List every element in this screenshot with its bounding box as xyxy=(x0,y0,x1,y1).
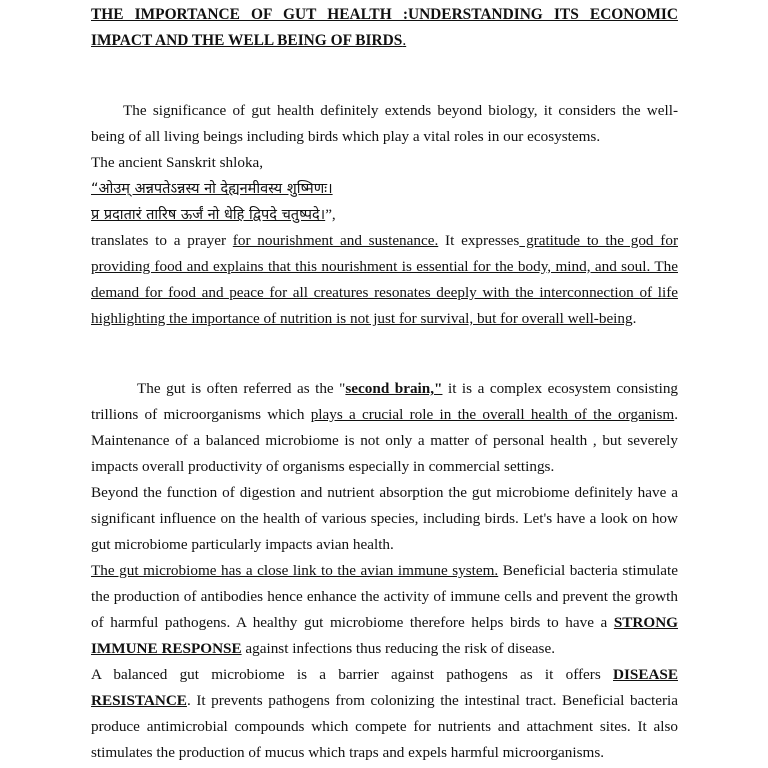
gut-p3-text-a: Beneficial bacteria stimulate the production of antibodies hence enhance the activity of immune cells and prevent the growth of harmful pathogens. A healthy gut microbiome therefore helps birds to have a xyxy=(91,562,678,631)
translation-underlined-1: for nourishment and sustenance. xyxy=(232,232,439,249)
shloka-close: ”, xyxy=(325,206,336,223)
immune-link-underlined: The gut microbiome has a close link to the avian immune system. xyxy=(91,562,499,579)
gut-p1-text-a: The gut is often referred as the " xyxy=(137,380,346,397)
gut-p1-text-b: it is a complex ecosystem consisting trillions of microorganisms which xyxy=(91,380,679,423)
shloka-line-2-text: प्र प्रदातारं तारिष ऊर्जं नो धेहि द्विपदे चतुष्पदे। xyxy=(91,207,326,223)
gut-paragraph-4 xyxy=(91,662,678,766)
gut-p4-text-b: . It prevents pathogens from colonizing the intestinal tract. Beneficial bacteria produce antimicrobial compounds which compete for nutrients and attachment sites. It also stimulates the production of mucus which traps and expels harmful microorganisms. xyxy=(91,692,678,761)
spacer xyxy=(91,332,678,376)
translation-text-a: translates to a prayer xyxy=(91,232,233,249)
spacer xyxy=(91,54,678,98)
translation-end: . xyxy=(632,310,637,327)
title-period: . xyxy=(402,32,407,49)
gut-p1-underlined: plays a crucial role in the overall health of the organism xyxy=(310,406,675,423)
strong-immune-response-term: STRONG IMMUNE RESPONSE xyxy=(91,614,678,657)
disease-resistance-term: DISEASE RESISTANCE xyxy=(91,666,678,709)
translation-underlined-2: gratitude to the god for providing food and explains that this nourishment is essential for the body, mind, and soul. The demand for food and peace for all creatures resonates deeply with the interconnection of life highlighting the importance of nutrition is not just for survival, but for overall well-being xyxy=(91,232,678,327)
translation-text-b: It expresses xyxy=(438,232,520,249)
document-page xyxy=(91,0,678,766)
second-brain-term: second brain," xyxy=(345,380,443,397)
gut-p4-text-a: A balanced gut microbiome is a barrier against pathogens as it offers xyxy=(91,666,613,683)
shloka-line-1: “ओउम् अन्नपतेऽन्नस्य नो देह्यनमीवस्य शुष्मिणः। xyxy=(91,181,333,197)
document-title xyxy=(91,2,678,54)
gut-p1-text-c: . Maintenance of a balanced microbiome is not only a matter of personal health , but severely impacts overall productivity of organisms especially in commercial settings. xyxy=(91,406,678,475)
shloka-line-2 xyxy=(91,202,678,228)
gut-paragraph-1 xyxy=(91,376,678,480)
title-text: THE IMPORTANCE OF GUT HEALTH :UNDERSTANDING ITS ECONOMIC IMPACT AND THE WELL BEING OF BIRDS xyxy=(91,6,678,49)
gut-paragraph-3 xyxy=(91,558,678,662)
translation-paragraph xyxy=(91,228,678,332)
gut-p3-text-b: against infections thus reducing the risk of disease. xyxy=(241,640,556,657)
intro-paragraph: The significance of gut health definitely extends beyond biology, it considers the well-being of all living beings including birds which play a vital roles in our ecosystems. xyxy=(91,102,678,145)
shloka-intro: The ancient Sanskrit shloka, xyxy=(91,154,264,171)
gut-paragraph-2: Beyond the function of digestion and nutrient absorption the gut microbiome definitely have a significant influence on the health of various species, including birds. Let's have a look on how gut microbiome particularly impacts avian health. xyxy=(91,484,678,553)
